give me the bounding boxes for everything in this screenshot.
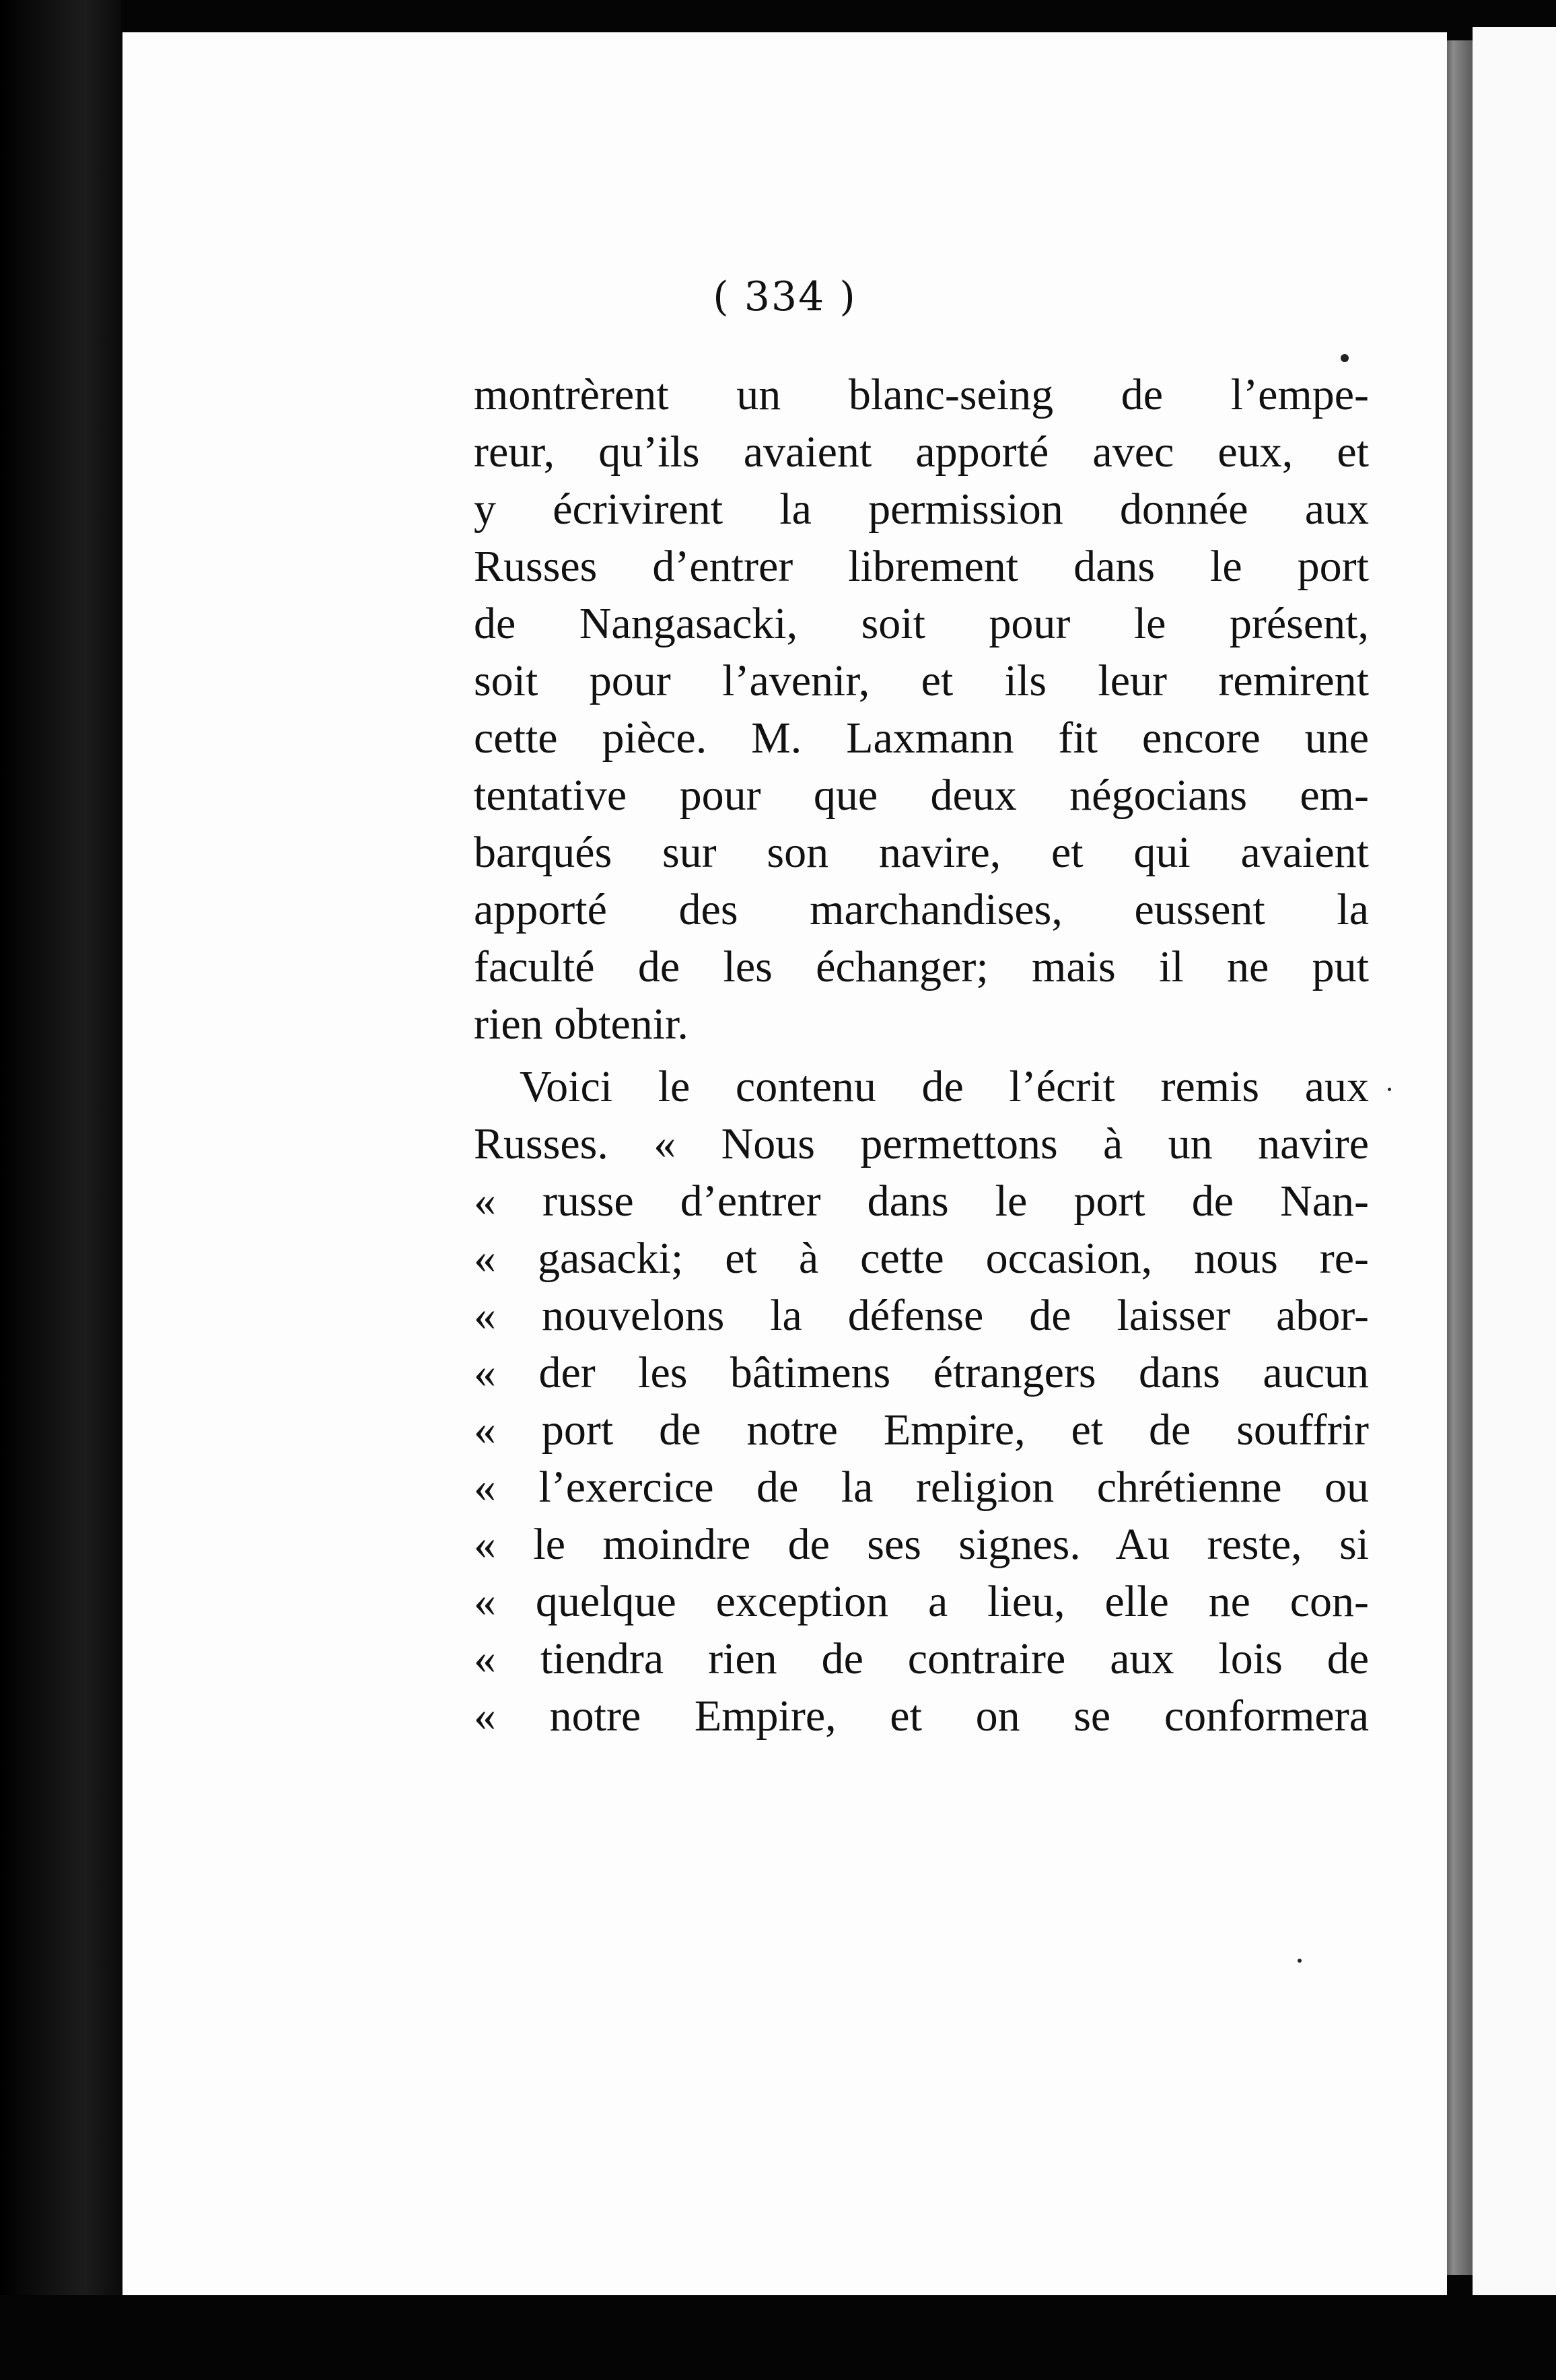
page-number: ( 334 ) xyxy=(713,273,857,320)
text-line: soit pour l’avenir, et ils leur remirent xyxy=(474,656,1369,705)
scan-bottom-border xyxy=(0,2295,1556,2380)
dust-speck xyxy=(1341,354,1349,362)
text-line: « nouvelons la défense de laisser abor- xyxy=(474,1291,1369,1340)
text-line: tentative pour que deux négocians em- xyxy=(474,771,1369,820)
page-body xyxy=(474,366,1369,1745)
paragraph-2 xyxy=(474,1058,1369,1745)
book-spine-border xyxy=(0,0,121,2380)
text-line: barqués sur son navire, et qui avaient xyxy=(474,828,1369,877)
text-line: « port de notre Empire, et de souffrir xyxy=(474,1405,1369,1455)
book-page xyxy=(122,32,1447,2302)
text-line: faculté de les échanger; mais il ne put xyxy=(474,942,1369,991)
text-line: montrèrent un blanc-seing de l’empe- xyxy=(474,370,1369,419)
next-page-sliver xyxy=(1473,27,1556,2302)
text-line: « russe d’entrer dans le port de Nan- xyxy=(474,1177,1369,1226)
text-line: apporté des marchandises, eussent la xyxy=(474,885,1369,934)
text-line: rien obtenir. xyxy=(474,1000,688,1049)
text-line: y écrivirent la permission donnée aux xyxy=(474,485,1369,534)
text-line: « tiendra rien de contraire aux lois de xyxy=(474,1634,1369,1683)
text-line: « l’exercice de la religion chrétienne ou xyxy=(474,1463,1369,1512)
paragraph-gap xyxy=(474,1053,1369,1058)
text-line: Russes. « Nous permettons à un navire xyxy=(474,1119,1369,1168)
text-line: Voici le contenu de l’écrit remis aux xyxy=(520,1062,1369,1111)
dust-speck xyxy=(1388,1088,1391,1091)
text-line: « der les bâtimens étrangers dans aucun xyxy=(474,1348,1369,1397)
text-line: « gasacki; et à cette occasion, nous re- xyxy=(474,1234,1369,1283)
text-line: Russes d’entrer librement dans le port xyxy=(474,542,1369,591)
text-line: de Nangasacki, soit pour le présent, xyxy=(474,599,1369,648)
text-line: « quelque exception a lieu, elle ne con- xyxy=(474,1577,1369,1626)
dust-speck xyxy=(1298,1959,1302,1963)
text-line: « notre Empire, et on se conformera xyxy=(474,1691,1369,1741)
text-line: « le moindre de ses signes. Au reste, si xyxy=(474,1520,1369,1569)
paragraph-1 xyxy=(474,366,1369,1053)
text-line: cette pièce. M. Laxmann fit encore une xyxy=(474,713,1369,763)
text-line: reur, qu’ils avaient apporté avec eux, et xyxy=(474,427,1369,477)
